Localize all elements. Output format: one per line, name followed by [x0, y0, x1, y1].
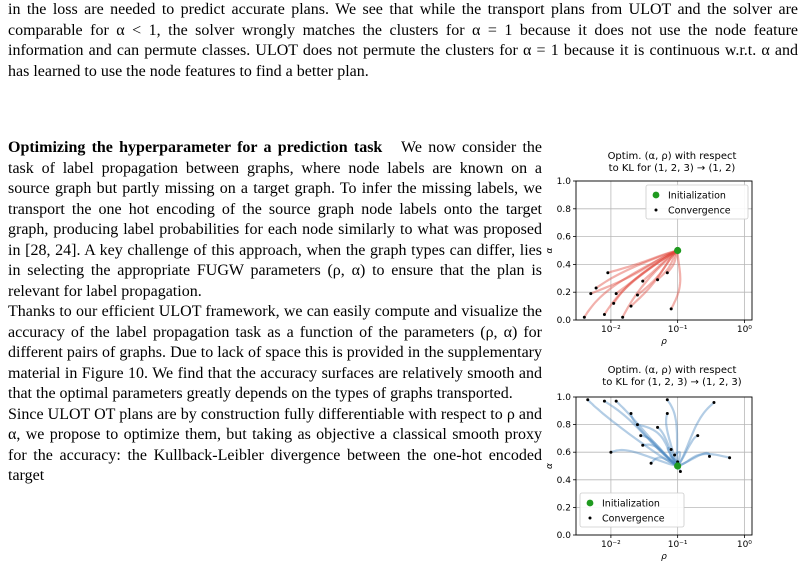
convergence-point — [615, 292, 618, 295]
convergence-point — [650, 462, 653, 465]
chart-plot — [545, 176, 806, 358]
y-tick-label: 0.4 — [556, 475, 571, 486]
initialization-point — [674, 247, 681, 254]
convergence-point — [656, 426, 659, 429]
convergence-point — [712, 401, 715, 404]
convergence-point — [666, 271, 669, 274]
convergence-point — [603, 313, 606, 316]
convergence-point — [639, 434, 642, 437]
convergence-point — [670, 448, 673, 451]
intro-paragraph: in the loss are needed to predict accurate plans. We see that while the transport plans from ULOT and the solver are comparable for α < 1, the solver wrongly matches the clusters for α = 1 because it does not use the node feature information and can permute classes. ULOT does not permute the clusters for α = 1 because it is continuous w.r.t. α and has learned to use the node features to find a better plan. — [8, 1, 798, 80]
legend-label: Convergence — [602, 513, 665, 525]
x-axis-label: ρ — [661, 552, 667, 562]
x-tick-label: 10⁻² — [600, 325, 621, 335]
convergence-point — [656, 278, 659, 281]
convergence-point — [603, 400, 606, 403]
convergence-point — [670, 307, 673, 310]
trajectories — [586, 398, 731, 473]
section-paragraph-1 — [8, 138, 542, 302]
convergence-point — [583, 316, 586, 319]
convergence-point — [673, 453, 676, 456]
x-tick-label: 10⁻¹ — [667, 540, 688, 550]
convergence-point — [728, 456, 731, 459]
section-text — [8, 138, 542, 487]
convergence-point — [636, 423, 639, 426]
convergence-point — [615, 400, 618, 403]
convergence-point — [589, 292, 592, 295]
figure-kl-12 — [545, 148, 806, 358]
chart-title-line2: to KL for (1, 2, 3) → (1, 2, 3) — [602, 377, 742, 388]
y-tick-label: 0.2 — [556, 288, 571, 299]
convergence-point — [696, 434, 699, 437]
legend-conv-marker — [589, 517, 592, 520]
x-axis-label: ρ — [661, 337, 667, 347]
y-tick-label: 0.4 — [556, 260, 571, 271]
y-tick-label: 0.2 — [556, 503, 571, 514]
convergence-point — [679, 470, 682, 473]
convergence-point — [708, 455, 711, 458]
trajectories — [583, 251, 680, 319]
convergence-point — [641, 280, 644, 283]
convergence-point — [586, 398, 589, 401]
convergence-point — [595, 287, 598, 290]
x-tick-label: 10⁻² — [600, 540, 621, 550]
convergence-point — [636, 293, 639, 296]
y-axis-label: α — [545, 463, 555, 469]
legend-conv-marker — [655, 209, 658, 212]
y-tick-label: 0.8 — [556, 420, 571, 431]
legend-init-marker — [653, 192, 660, 199]
convergence-point — [606, 271, 609, 274]
chart-title-line1: Optim. (α, ρ) with respect — [607, 151, 737, 162]
x-tick-label: 10⁰ — [736, 325, 752, 335]
convergence-point — [629, 305, 632, 308]
legend-label: Initialization — [668, 190, 726, 202]
section-paragraph-3: Since ULOT OT plans are by construction fully differentiable with respect to ρ and α, we propose to optimize them, but taking as objective a classical smooth proxy for the accuracy: the Kullback-Leibler divergence between the one-hot encoded target — [8, 405, 542, 484]
x-tick-label: 10⁻¹ — [667, 325, 688, 335]
y-tick-label: 0.6 — [556, 448, 571, 459]
convergence-point — [641, 444, 644, 447]
y-tick-label: 0.6 — [556, 232, 571, 243]
convergence-point — [621, 316, 624, 319]
chart-title-line1: Optim. (α, ρ) with respect — [607, 365, 737, 376]
initialization-point — [674, 462, 681, 469]
chart-plot — [545, 390, 806, 571]
y-tick-label: 0.8 — [556, 204, 571, 215]
legend-init-marker — [587, 500, 594, 507]
section-paragraph-2: Thanks to our efficient ULOT framework, we can easily compute and visualize the accuracy of the label propagation task as a function of the parameters (ρ, α) for different pairs of graphs. Due to lack of space this is provided in the supplementary material in Figure 10. We find that the accuracy surfaces are relatively smooth and that the optimal parameters greatly depends on the types of graphs transported. — [8, 303, 542, 402]
x-tick-label: 10⁰ — [736, 540, 752, 550]
convergence-point — [609, 451, 612, 454]
trajectory-line — [678, 454, 730, 466]
legend-label: Convergence — [668, 205, 731, 217]
y-tick-label: 0.0 — [556, 316, 571, 326]
y-tick-label: 1.0 — [556, 393, 571, 403]
figure-kl-123 — [545, 362, 806, 571]
chart-title-line2: to KL for (1, 2, 3) → (1, 2) — [608, 163, 736, 174]
y-tick-label: 1.0 — [556, 177, 571, 187]
section-body: We now consider the task of label propagation between graphs, where node labels are known on a source graph but partly missing on a target graph. To infer the missing labels, we transport the one hot encoding of the source graph node labels onto the target graph, producing label probabilities for each node similarly to what was proposed in [28, 24]. A key challenge of this approach, when the graph types can differ, lies in selecting the appropriate FUGW parameters (ρ, α) to ensure that the plan is relevant for label propagation. — [8, 139, 542, 300]
legend-label: Initialization — [602, 498, 660, 510]
convergence-point — [629, 412, 632, 415]
convergence-point — [612, 302, 615, 305]
y-axis-label: α — [545, 247, 555, 254]
convergence-point — [666, 412, 669, 415]
convergence-point — [666, 398, 669, 401]
y-tick-label: 0.0 — [556, 531, 571, 541]
section-title: Optimizing the hyperparameter for a prediction task — [8, 139, 383, 156]
